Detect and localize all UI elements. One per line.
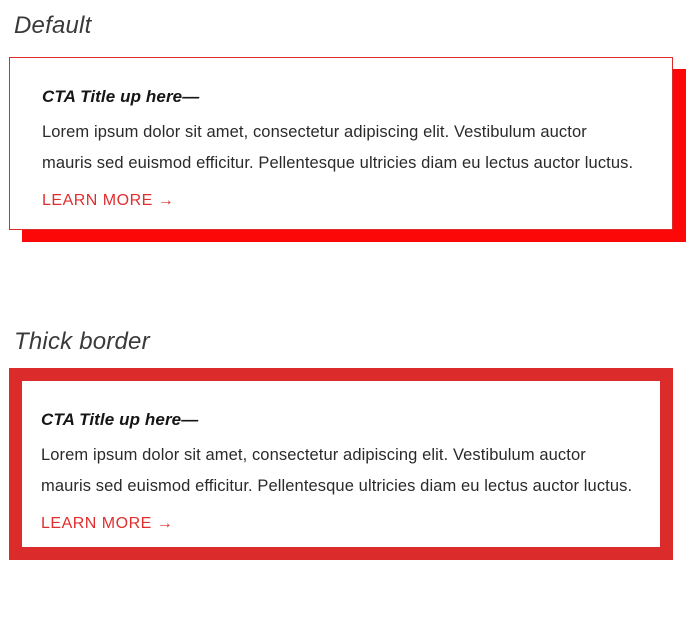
cta-title: CTA Title up here—: [41, 410, 199, 429]
cta-body-text: Lorem ipsum dolor sit amet, consectetur adipiscing elit. Vestibulum auctor mauris sed euismod efficitur. Pellentesque ultricies diam eu lectus auctor luctus.: [42, 123, 634, 172]
cta-card-default: [9, 57, 673, 230]
cta-body-text: Lorem ipsum dolor sit amet, consectetur adipiscing elit. Vestibulum auctor mauris sed euismod efficitur. Pellentesque ultricies diam eu lectus auctor luctus.: [41, 446, 633, 495]
learn-more-link[interactable]: [42, 190, 174, 211]
learn-more-label: LEARN MORE: [42, 192, 153, 209]
right-arrow-icon: →: [156, 515, 173, 532]
cta-card-thick-border: [9, 368, 673, 560]
variant-heading-default: Default: [14, 12, 92, 39]
variant-heading-thick-border: Thick border: [14, 328, 150, 355]
right-arrow-icon: →: [157, 192, 174, 209]
learn-more-link[interactable]: [41, 513, 173, 534]
cta-title: CTA Title up here—: [42, 87, 200, 106]
section-default: [14, 11, 698, 230]
learn-more-label: LEARN MORE: [41, 515, 152, 532]
section-thick-border: [14, 327, 698, 560]
